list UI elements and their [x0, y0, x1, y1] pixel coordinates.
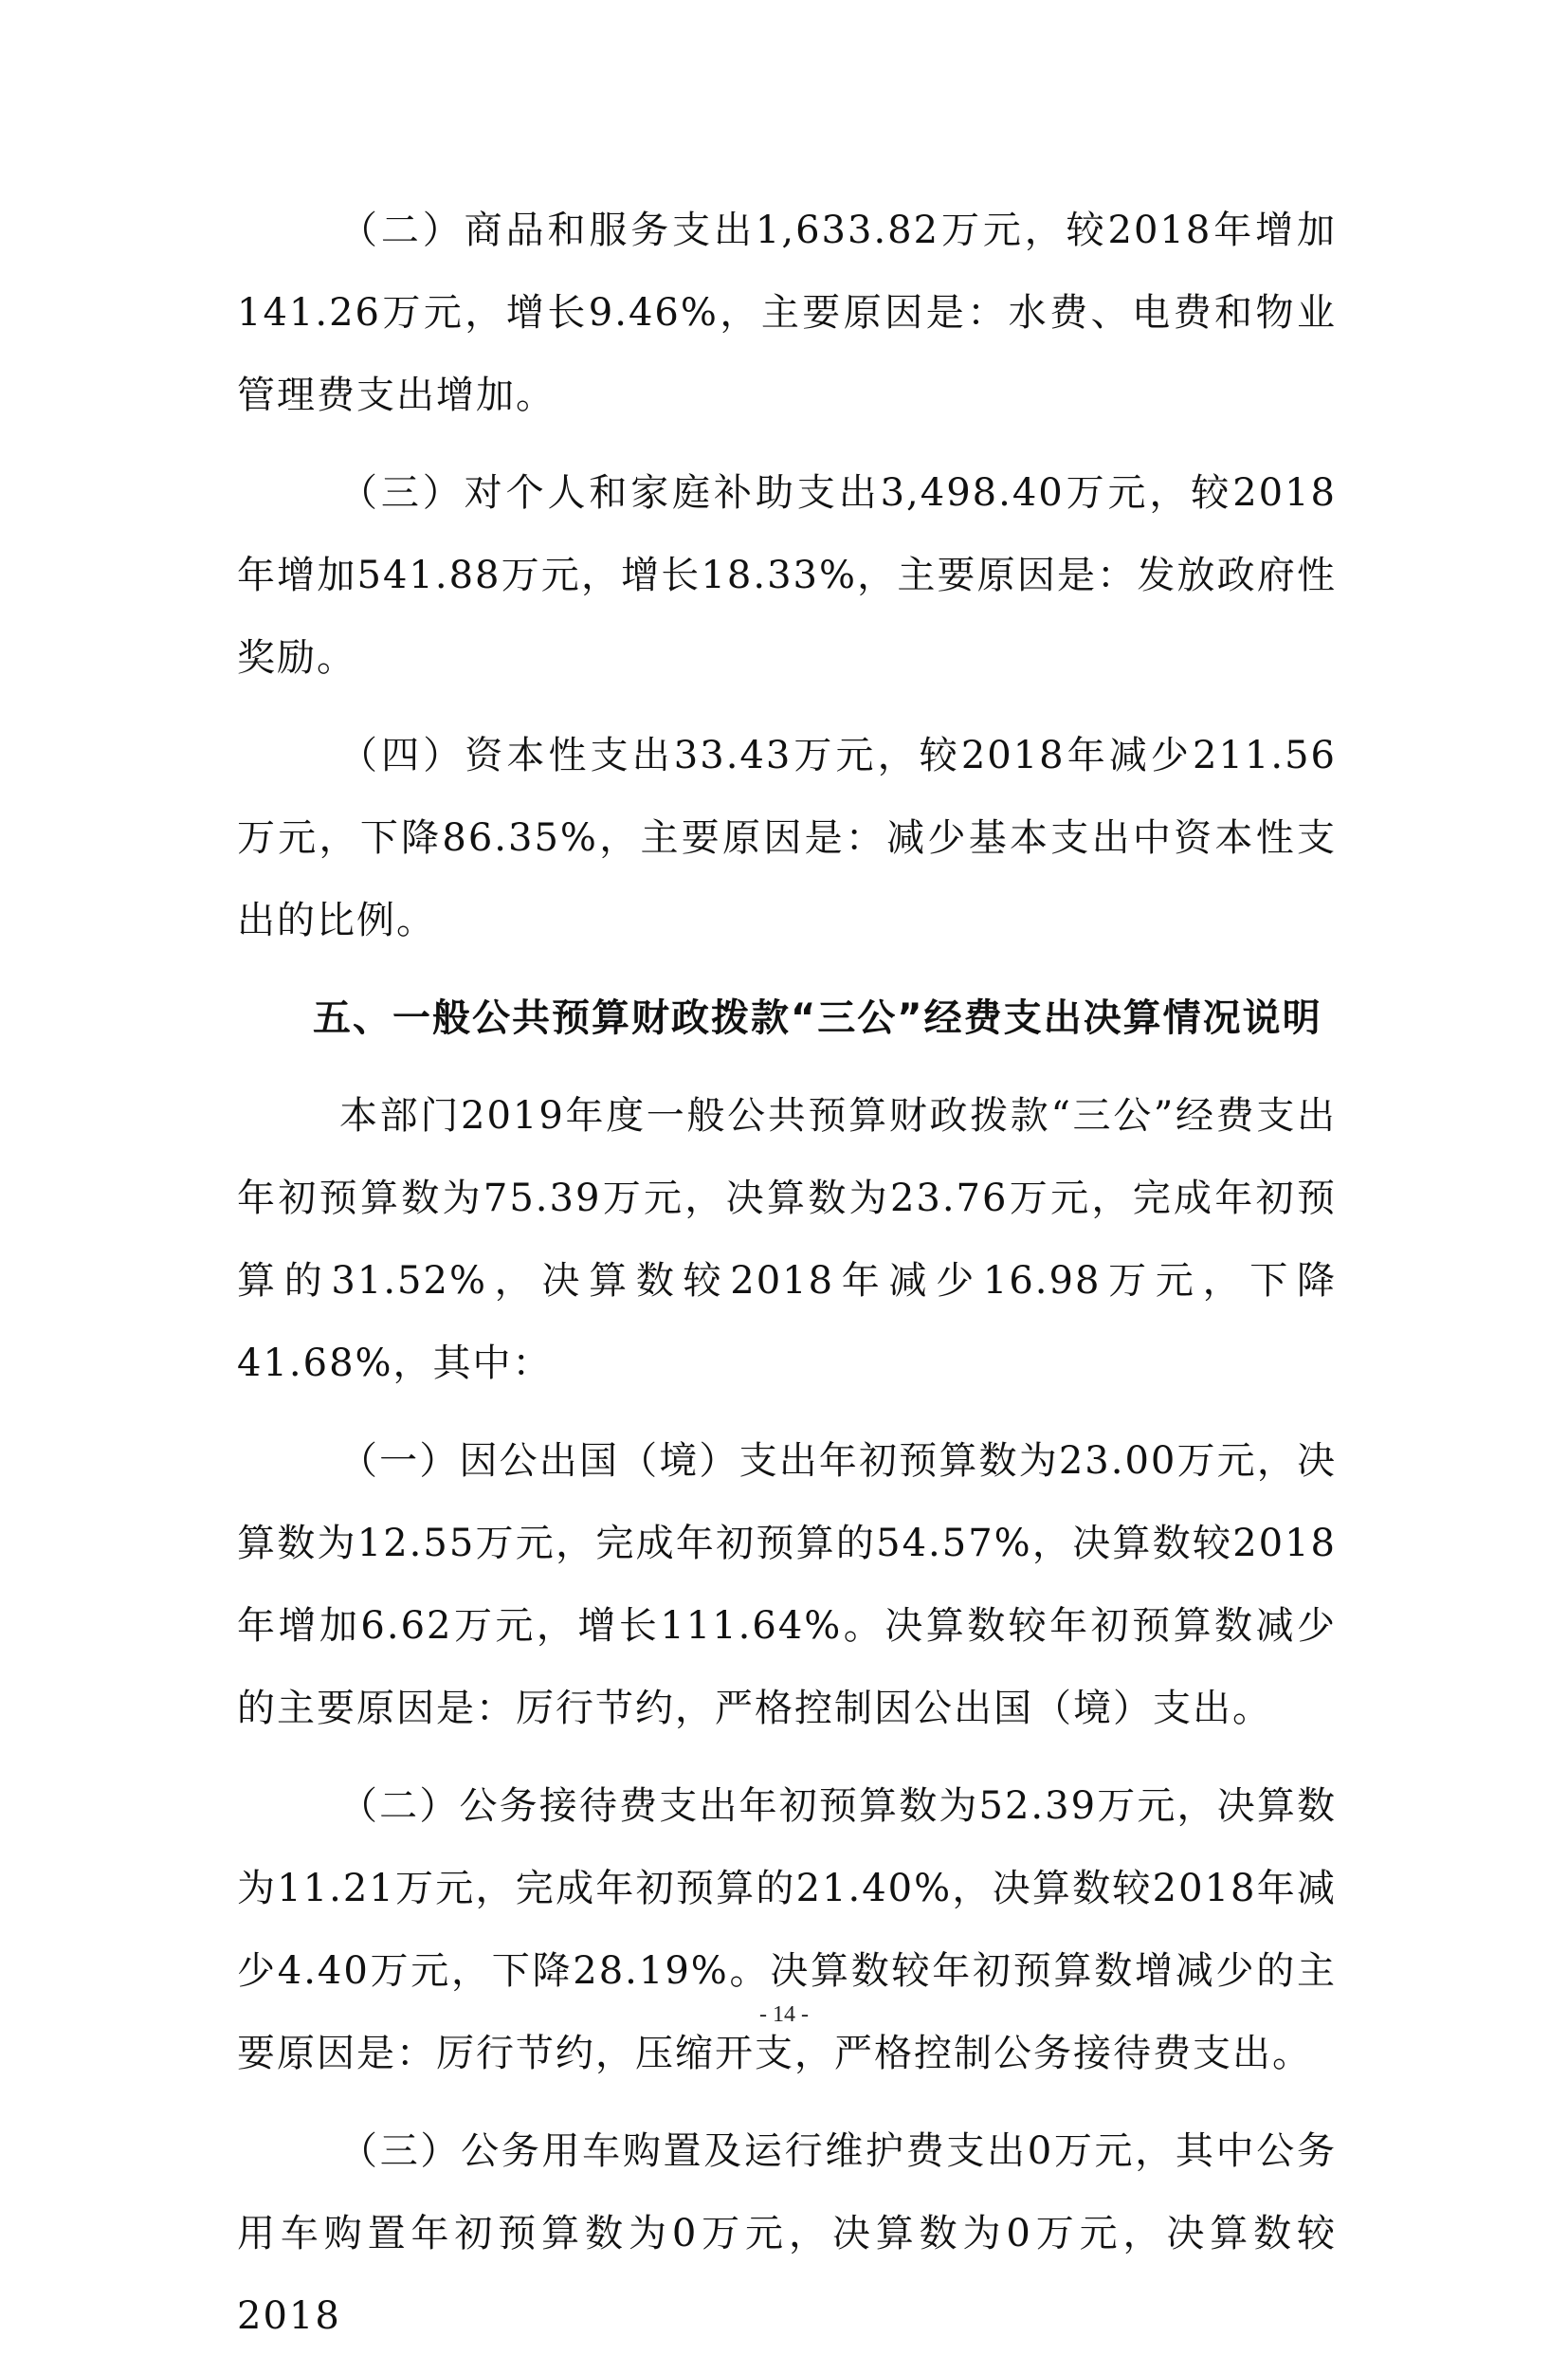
document-page	[237, 190, 1337, 2373]
page-number: - 14 -	[759, 2002, 809, 2027]
section-heading: 五、一般公共预算财政拨款“三公”经费支出决算情况说明	[313, 996, 1322, 1040]
paragraph-overseas-travel: （一）因公出国（境）支出年初预算数为23.00万元，决算数为12.55万元，完成年初预算的54.57%，决算数较2018年增加6.62万元，增长111.64%。决算数较年初预算数减少的主要原因是：厉行节约，严格控制因公出国（境）支出。	[237, 1439, 1337, 1730]
paragraph-official-vehicles: （三）公务用车购置及运行维护费支出0万元，其中公务用车购置年初预算数为0万元，决算数为0万元，决算数较2018	[237, 2129, 1337, 2338]
paragraph-three-public-summary: 本部门2019年度一般公共预算财政拨款“三公”经费支出年初预算数为75.39万元，决算数为23.76万元，完成年初预算的31.52%，决算数较2018年减少16.98万元，下降41.68%，其中：	[237, 1094, 1337, 1385]
paragraph-official-reception: （二）公务接待费支出年初预算数为52.39万元，决算数为11.21万元，完成年初预算的21.40%，决算数较2018年减少4.40万元，下降28.19%。决算数较年初预算数增减少的主要原因是：厉行节约，压缩开支，严格控制公务接待费支出。	[237, 1784, 1337, 2075]
paragraph-goods-services: （二）商品和服务支出1,633.82万元，较2018年增加141.26万元，增长9.46%，主要原因是：水费、电费和物业管理费支出增加。	[237, 209, 1337, 417]
paragraph-household-subsidy: （三）对个人和家庭补助支出3,498.40万元，较2018年增加541.88万元，增长18.33%，主要原因是：发放政府性奖励。	[237, 471, 1337, 680]
paragraph-capital-expenditure: （四）资本性支出33.43万元，较2018年减少211.56万元，下降86.35%，主要原因是：减少基本支出中资本性支出的比例。	[237, 734, 1337, 942]
